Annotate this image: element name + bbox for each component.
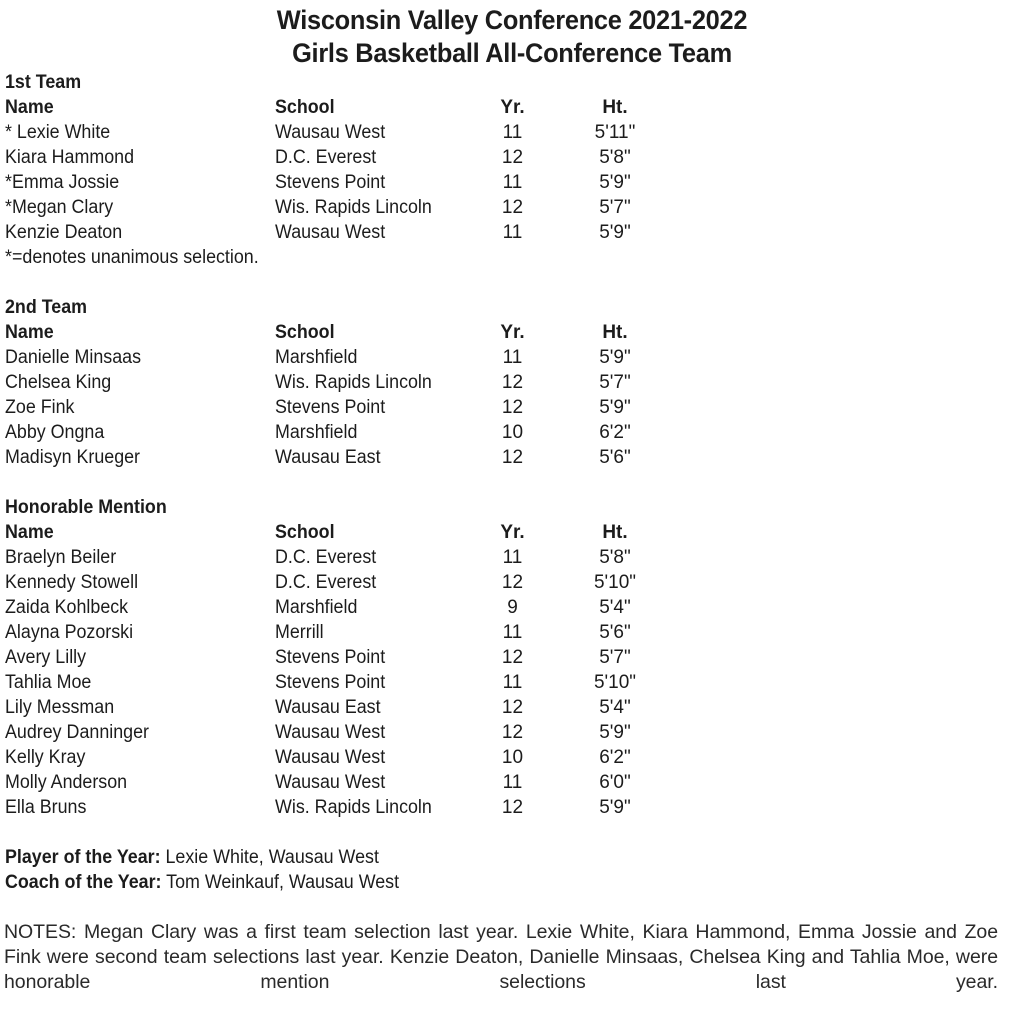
title-line-1: Wisconsin Valley Conference 2021-2022 xyxy=(276,5,748,35)
column-header-year: Yr. xyxy=(500,322,525,343)
player-name: Avery Lilly xyxy=(5,647,87,668)
player-school: Stevens Point xyxy=(275,172,386,193)
notes-paragraph: NOTES: Megan Clary was a first team selection last year. Lexie White, Kiara Hammond, Emma Jossie and Zoe Fink were second team selections last year. Kenzie Deaton, Danielle Minsaas, Chelsea King and Tahlia Moe, were honorable mention selections last year. xyxy=(4,921,998,993)
player-year: 12 xyxy=(501,372,524,393)
player-height: 5'9" xyxy=(599,222,631,243)
notes-spacer xyxy=(0,895,1024,920)
table-row xyxy=(5,795,1024,820)
player-name: *Megan Clary xyxy=(5,197,114,218)
table-row xyxy=(5,195,1024,220)
player-height: 6'0" xyxy=(599,772,631,793)
player-school: Wis. Rapids Lincoln xyxy=(275,197,432,218)
table-row xyxy=(5,220,1024,245)
player-height: 5'6" xyxy=(599,622,631,643)
player-name: Danielle Minsaas xyxy=(5,347,142,368)
section xyxy=(0,495,1024,820)
player-year: 11 xyxy=(502,672,523,693)
player-year: 10 xyxy=(501,747,524,768)
player-name: Ella Bruns xyxy=(5,797,87,818)
table-row xyxy=(5,120,1024,145)
table-row xyxy=(5,595,1024,620)
player-height: 5'7" xyxy=(599,372,631,393)
player-height: 5'4" xyxy=(599,697,631,718)
table-row xyxy=(5,545,1024,570)
award-value: Lexie White, Wausau West xyxy=(165,847,379,868)
section xyxy=(0,295,1024,470)
player-school: Wausau East xyxy=(275,697,381,718)
player-height: 5'9" xyxy=(599,797,631,818)
player-school: Wausau West xyxy=(275,747,386,768)
table-row xyxy=(5,395,1024,420)
table-row xyxy=(5,445,1024,470)
player-year: 11 xyxy=(502,222,523,243)
player-school: Wis. Rapids Lincoln xyxy=(275,372,432,393)
player-name: Zoe Fink xyxy=(5,397,75,418)
section-heading: Honorable Mention xyxy=(5,497,167,518)
player-height: 5'9" xyxy=(599,397,631,418)
document-title xyxy=(0,0,1024,70)
award-line xyxy=(5,845,963,870)
player-school: Stevens Point xyxy=(275,672,386,693)
award-value: Tom Weinkauf, Wausau West xyxy=(166,872,400,893)
table-row xyxy=(5,695,1024,720)
player-school: Marshfield xyxy=(275,422,358,443)
table-row xyxy=(5,145,1024,170)
player-height: 5'8" xyxy=(599,547,631,568)
table-row xyxy=(5,345,1024,370)
column-header-school: School xyxy=(275,322,335,343)
player-name: *Emma Jossie xyxy=(5,172,120,193)
table-row xyxy=(5,645,1024,670)
table-row xyxy=(5,170,1024,195)
player-height: 5'8" xyxy=(599,147,631,168)
player-height: 5'9" xyxy=(599,722,631,743)
awards-spacer xyxy=(0,820,1024,845)
player-year: 11 xyxy=(502,347,523,368)
player-year: 12 xyxy=(501,447,524,468)
table-row xyxy=(5,720,1024,745)
player-school: Wausau West xyxy=(275,722,386,743)
player-height: 5'9" xyxy=(599,347,631,368)
section-footnote: *=denotes unanimous selection. xyxy=(5,247,259,268)
player-year: 10 xyxy=(501,422,524,443)
player-year: 12 xyxy=(501,797,524,818)
table-row xyxy=(5,620,1024,645)
player-name: Molly Anderson xyxy=(5,772,128,793)
player-year: 12 xyxy=(501,147,524,168)
player-name: Audrey Danninger xyxy=(5,722,149,743)
player-name: Lily Messman xyxy=(5,697,115,718)
column-header-year: Yr. xyxy=(500,97,525,118)
player-year: 12 xyxy=(501,572,524,593)
section-heading: 1st Team xyxy=(5,72,82,93)
player-year: 12 xyxy=(501,647,524,668)
column-header-height: Ht. xyxy=(602,97,628,118)
player-school: Wausau East xyxy=(275,447,381,468)
award-label: Coach of the Year: xyxy=(5,872,162,893)
table-row xyxy=(5,670,1024,695)
player-school: D.C. Everest xyxy=(275,147,377,168)
player-year: 9 xyxy=(507,597,518,618)
column-header-name: Name xyxy=(5,97,54,118)
award-label: Player of the Year: xyxy=(5,847,161,868)
player-school: Wausau West xyxy=(275,772,386,793)
player-school: Marshfield xyxy=(275,347,358,368)
player-name: Kennedy Stowell xyxy=(5,572,139,593)
player-height: 5'9" xyxy=(599,172,631,193)
table-row xyxy=(5,745,1024,770)
player-school: Wausau West xyxy=(275,222,386,243)
player-name: Chelsea King xyxy=(5,372,112,393)
column-header-height: Ht. xyxy=(602,522,628,543)
column-header-height: Ht. xyxy=(602,322,628,343)
player-year: 11 xyxy=(502,122,523,143)
player-height: 6'2" xyxy=(599,747,631,768)
player-name: Tahlia Moe xyxy=(5,672,92,693)
player-school: D.C. Everest xyxy=(275,572,377,593)
player-year: 12 xyxy=(501,197,524,218)
player-height: 5'7" xyxy=(599,647,631,668)
player-school: Stevens Point xyxy=(275,647,386,668)
player-name: Alayna Pozorski xyxy=(5,622,134,643)
player-name: Kiara Hammond xyxy=(5,147,135,168)
player-height: 5'11" xyxy=(594,122,636,143)
section-spacer xyxy=(0,270,1024,295)
section-spacer xyxy=(0,470,1024,495)
awards-block xyxy=(0,845,1024,895)
table-row xyxy=(5,770,1024,795)
player-name: Kenzie Deaton xyxy=(5,222,123,243)
player-name: Zaida Kohlbeck xyxy=(5,597,129,618)
table-header-row xyxy=(5,95,1024,120)
player-year: 12 xyxy=(501,697,524,718)
player-height: 5'4" xyxy=(599,597,631,618)
column-header-school: School xyxy=(275,97,335,118)
player-name: Braelyn Beiler xyxy=(5,547,117,568)
player-name: Abby Ongna xyxy=(5,422,105,443)
player-school: Marshfield xyxy=(275,597,358,618)
player-height: 6'2" xyxy=(599,422,631,443)
column-header-school: School xyxy=(275,522,335,543)
table-header-row xyxy=(5,320,1024,345)
award-line xyxy=(5,870,963,895)
all-conference-sections xyxy=(0,70,1024,820)
player-school: Wis. Rapids Lincoln xyxy=(275,797,432,818)
player-year: 11 xyxy=(502,622,523,643)
player-school: Merrill xyxy=(275,622,324,643)
table-header-row xyxy=(5,520,1024,545)
table-row xyxy=(5,370,1024,395)
player-year: 12 xyxy=(501,397,524,418)
player-year: 12 xyxy=(501,722,524,743)
title-line-2: Girls Basketball All-Conference Team xyxy=(292,38,732,68)
column-header-name: Name xyxy=(5,322,54,343)
column-header-name: Name xyxy=(5,522,54,543)
player-height: 5'6" xyxy=(599,447,631,468)
table-row xyxy=(5,570,1024,595)
player-name: Kelly Kray xyxy=(5,747,86,768)
table-row xyxy=(5,420,1024,445)
player-school: D.C. Everest xyxy=(275,547,377,568)
section xyxy=(0,70,1024,270)
section-heading: 2nd Team xyxy=(5,297,88,318)
player-year: 11 xyxy=(502,772,523,793)
player-school: Stevens Point xyxy=(275,397,386,418)
player-year: 11 xyxy=(502,547,523,568)
column-header-year: Yr. xyxy=(500,522,525,543)
player-name: Madisyn Krueger xyxy=(5,447,141,468)
player-year: 11 xyxy=(502,172,523,193)
player-height: 5'10" xyxy=(593,672,637,693)
player-name: * Lexie White xyxy=(5,122,111,143)
player-height: 5'7" xyxy=(599,197,631,218)
player-height: 5'10" xyxy=(593,572,637,593)
player-school: Wausau West xyxy=(275,122,386,143)
